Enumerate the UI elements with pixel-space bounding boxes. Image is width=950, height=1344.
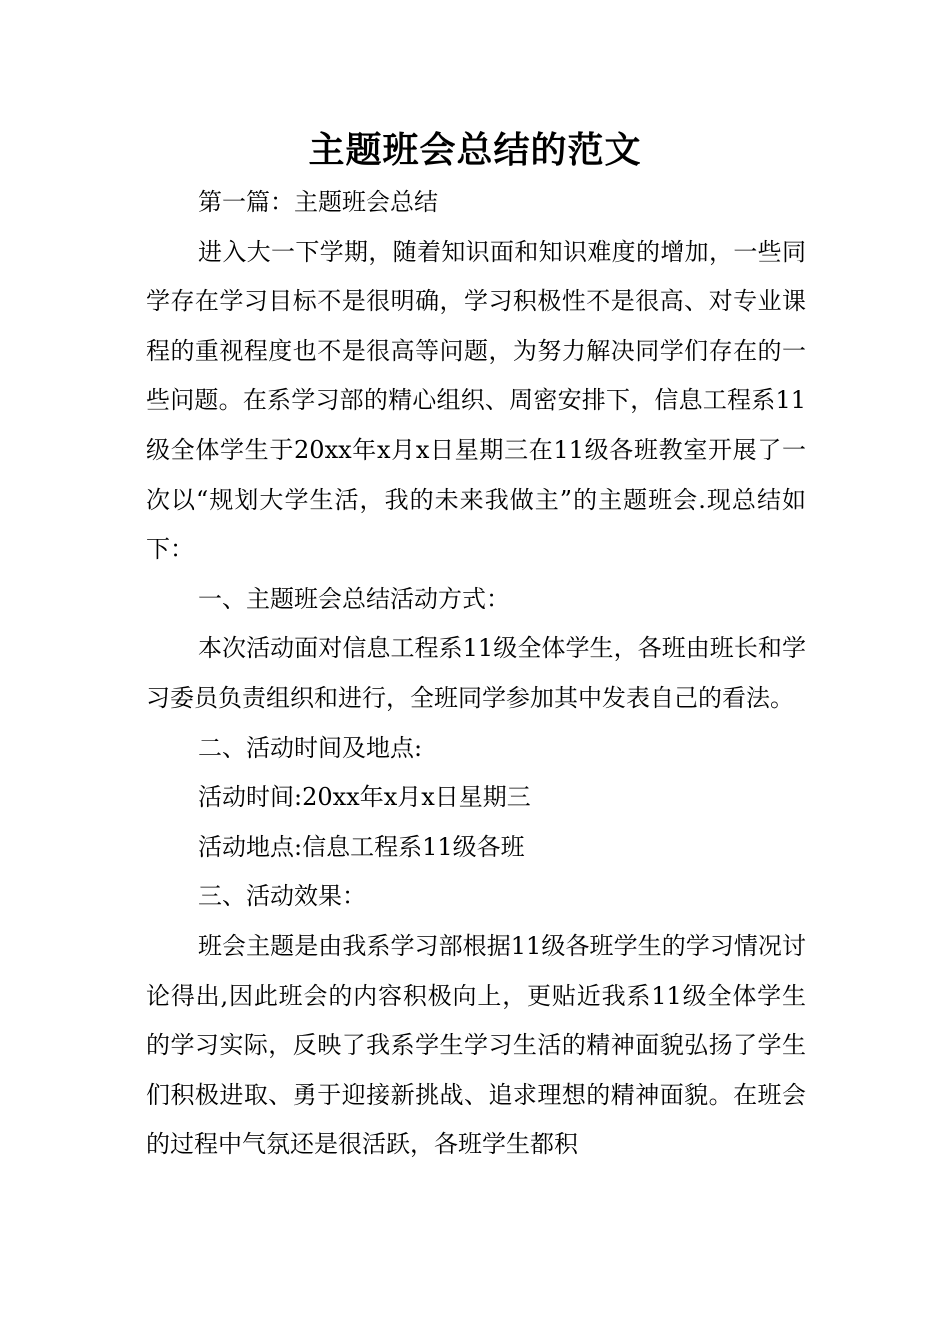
- section-heading-time-place: 二、活动时间及地点:: [198, 733, 423, 762]
- section-heading-activity-method: 一、主题班会总结活动方式：: [198, 584, 510, 613]
- effect-paragraph: 班会主题是由我系学习部根据11级各班学生的学习情况讨论得出,因此班会的内容积极向上，更贴近我系11级全体学生的学习实际，反映了我系学生学习生活的精神面貌弘扬了学生们积极进取、勇于迎接新挑战、追求理想的精神面貌。在班会的过程中气氛还是很活跃，各班学生都积: [146, 931, 806, 1159]
- document-body: [146, 178, 806, 1170]
- activity-time-line: 活动时间:20xx年x月x日星期三: [198, 783, 531, 812]
- activity-place-line: 活动地点:信息工程系11级各班: [198, 832, 525, 861]
- section-heading-part-one: 第一篇：主题班会总结: [198, 188, 438, 216]
- document-title: 主题班会总结的范文: [308, 129, 642, 171]
- section-heading-effect: 三、活动效果：: [198, 882, 366, 911]
- intro-paragraph: 进入大一下学期，随着知识面和知识难度的增加，一些同学存在学习目标不是很明确，学习积极性不是很高、对专业课程的重视程度也不是很高等问题，为努力解决同学们存在的一些问题。在系学习部的精心组织、周密安排下，信息工程系11级全体学生于20xx年x月x日星期三在11级各班教室开展了一次以“规划大学生活，我的未来我做主”的主题班会.现总结如下：: [146, 237, 806, 564]
- activity-method-paragraph: 本次活动面对信息工程系11级全体学生，各班由班长和学习委员负责组织和进行，全班同学参加其中发表自己的看法。: [146, 634, 806, 712]
